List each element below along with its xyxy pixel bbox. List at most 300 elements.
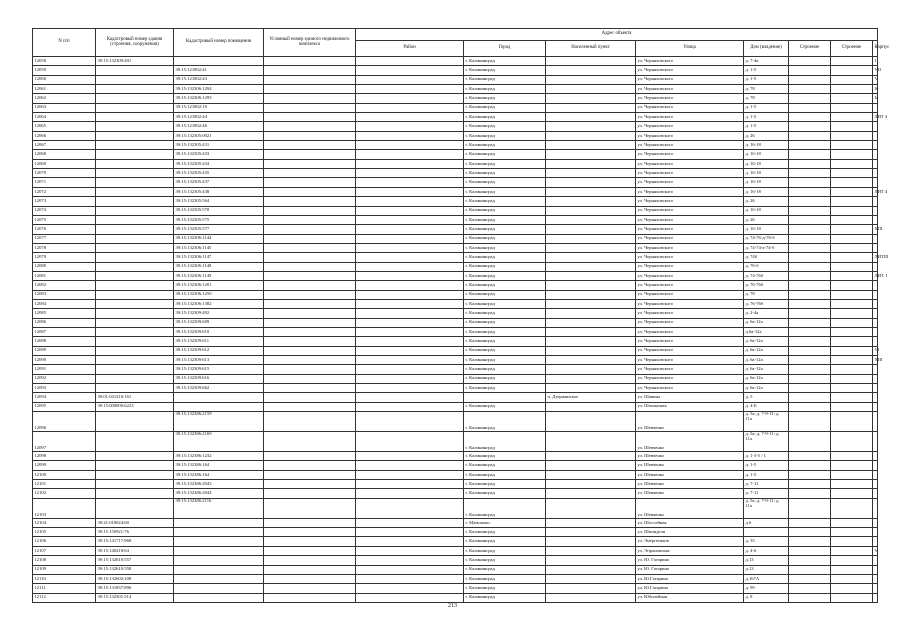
cell-premise-cadastral-number xyxy=(174,593,264,602)
cell-street: ул. Черняховского xyxy=(636,215,744,224)
cell-street: ул. Шавина xyxy=(636,393,744,402)
cell-settlement xyxy=(546,281,636,290)
cell-house: д. 26 xyxy=(744,197,789,206)
cell-korpus xyxy=(873,518,878,527)
cell-district xyxy=(356,215,464,224)
cell-house: д. 1-5 xyxy=(744,103,789,112)
cell-street: ул. Шоссейная xyxy=(636,518,744,527)
cell-district xyxy=(356,356,464,365)
cell-row-number: 12108 xyxy=(33,556,96,565)
cell-complex-number xyxy=(264,309,356,318)
cell-row-number: 12093 xyxy=(33,384,96,393)
cell-corpus xyxy=(789,57,831,66)
cell-building-cadastral-number xyxy=(96,498,174,518)
cell-structure xyxy=(831,290,873,299)
cell-premise-cadastral-number xyxy=(174,556,264,565)
cell-building-cadastral-number xyxy=(96,452,174,461)
cell-city: г. Калининград xyxy=(464,187,546,196)
cell-building-cadastral-number xyxy=(96,412,174,432)
table-row xyxy=(33,299,878,308)
cell-structure xyxy=(831,253,873,262)
cell-premise-cadastral-number: 39:15:121802:46 xyxy=(174,122,264,131)
cell-corpus xyxy=(789,356,831,365)
cell-korpus: VI xyxy=(873,346,878,355)
cell-building-cadastral-number xyxy=(96,85,174,94)
cell-structure xyxy=(831,480,873,489)
cell-row-number: 12061 xyxy=(33,85,96,94)
cell-house: д. 16-18 xyxy=(744,141,789,150)
cell-corpus xyxy=(789,470,831,479)
cell-settlement xyxy=(546,262,636,271)
cell-building-cadastral-number xyxy=(96,432,174,452)
cell-city: г. Калининград xyxy=(464,374,546,383)
cell-row-number: 12060 xyxy=(33,75,96,84)
cell-district xyxy=(356,384,464,393)
cell-complex-number xyxy=(264,461,356,470)
cell-city: г. Калининград xyxy=(464,565,546,574)
cell-complex-number xyxy=(264,574,356,583)
cell-row-number: 12074 xyxy=(33,206,96,215)
cell-settlement xyxy=(546,584,636,593)
cell-district xyxy=(356,85,464,94)
cell-structure xyxy=(831,234,873,243)
cell-street: ул. Черняховского xyxy=(636,309,744,318)
cell-building-cadastral-number xyxy=(96,262,174,271)
cell-premise-cadastral-number xyxy=(174,574,264,583)
cell-house: д. 1-5 xyxy=(744,113,789,122)
cell-settlement xyxy=(546,66,636,75)
cell-complex-number xyxy=(264,75,356,84)
cell-settlement xyxy=(546,131,636,140)
cell-city: г. Калининград xyxy=(464,85,546,94)
cell-structure xyxy=(831,131,873,140)
cell-premise-cadastral-number: 39:15:121802:44 xyxy=(174,113,264,122)
cell-city: г. Калининград xyxy=(464,178,546,187)
cell-city: г. Калининград xyxy=(464,243,546,252)
cell-structure xyxy=(831,281,873,290)
cell-city: г. Калининград xyxy=(464,432,546,452)
table-row xyxy=(33,452,878,461)
cell-premise-cadastral-number: 39:15:132306:1144 xyxy=(174,234,264,243)
cell-house: д. 1-5 xyxy=(744,470,789,479)
table-row xyxy=(33,384,878,393)
cell-city: г. Калининград xyxy=(464,299,546,308)
cell-city: г. Калининград xyxy=(464,271,546,280)
table-row xyxy=(33,374,878,383)
cell-street: ул. Черняховского xyxy=(636,337,744,346)
cell-korpus xyxy=(873,281,878,290)
cell-building-cadastral-number xyxy=(96,66,174,75)
cell-city: г. Калининград xyxy=(464,141,546,150)
cell-row-number: 12076 xyxy=(33,225,96,234)
cell-korpus: ЛИТ. I xyxy=(873,271,878,280)
header-address-group: Адрес объекта xyxy=(356,29,878,41)
cell-complex-number xyxy=(264,537,356,546)
cell-structure xyxy=(831,66,873,75)
cell-corpus xyxy=(789,461,831,470)
cell-complex-number xyxy=(264,470,356,479)
cell-corpus xyxy=(789,556,831,565)
cell-row-number: 12090 xyxy=(33,356,96,365)
table-row xyxy=(33,537,878,546)
cell-street: ул. Черняховского xyxy=(636,141,744,150)
cell-house: д. 5а; д. 7-9-11; д. 11а xyxy=(744,412,789,432)
cell-korpus xyxy=(873,337,878,346)
cell-settlement xyxy=(546,574,636,583)
cell-row-number: 12111 xyxy=(33,584,96,593)
cell-corpus xyxy=(789,518,831,527)
cell-corpus xyxy=(789,150,831,159)
cell-structure xyxy=(831,337,873,346)
cell-korpus xyxy=(873,150,878,159)
cell-corpus xyxy=(789,489,831,498)
cell-structure xyxy=(831,384,873,393)
cell-korpus xyxy=(873,131,878,140)
cell-korpus: VII xyxy=(873,66,878,75)
cell-house: д. 16-18 xyxy=(744,178,789,187)
table-row xyxy=(33,290,878,299)
cell-korpus: I xyxy=(873,57,878,66)
cell-complex-number xyxy=(264,159,356,168)
cell-district xyxy=(356,131,464,140)
cell-corpus xyxy=(789,393,831,402)
cell-corpus xyxy=(789,574,831,583)
cell-house: д. 1-5 xyxy=(744,66,789,75)
cell-structure xyxy=(831,169,873,178)
cell-korpus xyxy=(873,432,878,452)
cell-structure xyxy=(831,593,873,602)
cell-complex-number xyxy=(264,85,356,94)
table-row xyxy=(33,365,878,374)
cell-complex-number xyxy=(264,215,356,224)
cell-korpus xyxy=(873,565,878,574)
cell-building-cadastral-number xyxy=(96,337,174,346)
cell-city: г. Калининград xyxy=(464,537,546,546)
cell-corpus xyxy=(789,498,831,518)
cell-complex-number xyxy=(264,556,356,565)
cell-street: ул. Шпинделя xyxy=(636,528,744,537)
cell-street: ул. Ю.Гагарина xyxy=(636,584,744,593)
cell-house: д. 2-4а xyxy=(744,309,789,318)
cell-corpus xyxy=(789,346,831,355)
cell-district xyxy=(356,103,464,112)
cell-building-cadastral-number xyxy=(96,150,174,159)
cell-street: ул. Шевченко xyxy=(636,480,744,489)
cell-premise-cadastral-number: 39:15:132309:492 xyxy=(174,309,264,318)
cell-city: г. Калининград xyxy=(464,253,546,262)
cell-city: г. Калининград xyxy=(464,365,546,374)
cell-premise-cadastral-number: 39:15:132306:1295 xyxy=(174,94,264,103)
cell-row-number: 12073 xyxy=(33,197,96,206)
cell-korpus: ЛИТ 4 xyxy=(873,187,878,196)
cell-structure xyxy=(831,346,873,355)
cell-korpus xyxy=(873,584,878,593)
cell-street: ул. Черняховского xyxy=(636,281,744,290)
table-row xyxy=(33,412,878,432)
cell-district xyxy=(356,452,464,461)
table-row xyxy=(33,197,878,206)
cell-house: д. 7-4а xyxy=(744,57,789,66)
cell-complex-number xyxy=(264,480,356,489)
cell-house: д. 26 xyxy=(744,131,789,140)
cell-settlement xyxy=(546,122,636,131)
cell-corpus xyxy=(789,234,831,243)
cell-city: г. Калининград xyxy=(464,356,546,365)
table-row xyxy=(33,243,878,252)
cell-street: ул. Черняховского xyxy=(636,85,744,94)
cell-corpus xyxy=(789,593,831,602)
cell-house: д. 26 xyxy=(744,215,789,224)
cell-district xyxy=(356,374,464,383)
cell-structure xyxy=(831,402,873,411)
cell-premise-cadastral-number: 39:15:132306:1250 xyxy=(174,290,264,299)
cell-city: г. Калининград xyxy=(464,234,546,243)
cell-district xyxy=(356,337,464,346)
cell-row-number: 12077 xyxy=(33,234,96,243)
cell-korpus xyxy=(873,452,878,461)
cell-corpus xyxy=(789,243,831,252)
table-row xyxy=(33,150,878,159)
cell-structure xyxy=(831,528,873,537)
cell-row-number: 12103 xyxy=(33,498,96,518)
cell-city: г. Калининград xyxy=(464,262,546,271)
cell-street: ул. Черняховского xyxy=(636,290,744,299)
cell-complex-number xyxy=(264,206,356,215)
cell-row-number: 12092 xyxy=(33,374,96,383)
cell-street: ул. Черняховского xyxy=(636,187,744,196)
cell-settlement xyxy=(546,113,636,122)
cell-row-number: 12110 xyxy=(33,574,96,583)
cell-premise-cadastral-number xyxy=(174,584,264,593)
cell-settlement xyxy=(546,290,636,299)
cell-structure xyxy=(831,206,873,215)
cell-settlement xyxy=(546,94,636,103)
cell-city: г. Калининград xyxy=(464,169,546,178)
cell-building-cadastral-number xyxy=(96,113,174,122)
cell-district xyxy=(356,225,464,234)
cell-corpus xyxy=(789,85,831,94)
cell-row-number: 12104 xyxy=(33,518,96,527)
cell-corpus xyxy=(789,159,831,168)
cell-settlement xyxy=(546,374,636,383)
cell-building-cadastral-number xyxy=(96,374,174,383)
cell-city: г. Калининград xyxy=(464,150,546,159)
cell-house: д. 7-11 xyxy=(744,480,789,489)
cell-premise-cadastral-number: 39:15:132386:2043 xyxy=(174,480,264,489)
table-row xyxy=(33,518,878,527)
cell-city: г. Калининград xyxy=(464,412,546,432)
header-num: N п/п xyxy=(33,29,96,57)
cell-structure xyxy=(831,75,873,84)
cell-premise-cadastral-number: 39:15:132305:577 xyxy=(174,225,264,234)
cell-complex-number xyxy=(264,384,356,393)
cell-premise-cadastral-number: 39:15:132306:1149 xyxy=(174,271,264,280)
cell-korpus xyxy=(873,461,878,470)
cell-corpus xyxy=(789,452,831,461)
cell-complex-number xyxy=(264,253,356,262)
cell-street: ул. Черняховского xyxy=(636,75,744,84)
cell-building-cadastral-number xyxy=(96,178,174,187)
cell-corpus xyxy=(789,187,831,196)
cell-premise-cadastral-number: 39:15:132305:433 xyxy=(174,150,264,159)
cell-korpus xyxy=(873,141,878,150)
cell-city: г. Калининград xyxy=(464,215,546,224)
cell-corpus xyxy=(789,402,831,411)
cell-district xyxy=(356,178,464,187)
cell-row-number: 12065 xyxy=(33,122,96,131)
table-row xyxy=(33,470,878,479)
cell-building-cadastral-number xyxy=(96,159,174,168)
cell-structure xyxy=(831,365,873,374)
cell-settlement xyxy=(546,225,636,234)
cell-district xyxy=(356,94,464,103)
cell-building-cadastral-number: 39:15:132501:514 xyxy=(96,593,174,602)
cell-structure xyxy=(831,318,873,327)
cell-corpus xyxy=(789,262,831,271)
cell-corpus xyxy=(789,537,831,546)
cell-structure xyxy=(831,393,873,402)
cell-corpus xyxy=(789,169,831,178)
cell-district xyxy=(356,584,464,593)
table-row xyxy=(33,225,878,234)
cell-house: д. 74-74-а-74-б xyxy=(744,243,789,252)
cell-city: г. Калининград xyxy=(464,556,546,565)
cell-corpus xyxy=(789,384,831,393)
cell-row-number: 12075 xyxy=(33,215,96,224)
cell-korpus xyxy=(873,206,878,215)
cell-settlement xyxy=(546,178,636,187)
cell-row-number: 12109 xyxy=(33,565,96,574)
table-row xyxy=(33,528,878,537)
cell-premise-cadastral-number: 39:15:132386:2044 xyxy=(174,489,264,498)
cell-city: г. Калининград xyxy=(464,327,546,336)
cell-complex-number xyxy=(264,356,356,365)
cell-street: ул. Шахматная xyxy=(636,402,744,411)
cell-structure xyxy=(831,452,873,461)
cell-district xyxy=(356,432,464,452)
cell-corpus xyxy=(789,178,831,187)
cell-complex-number xyxy=(264,187,356,196)
cell-row-number: 12067 xyxy=(33,141,96,150)
cell-house: д. 6а-12а xyxy=(744,337,789,346)
cell-house: д. 5а; д. 7-9-11; д. 11а xyxy=(744,432,789,452)
cell-structure xyxy=(831,584,873,593)
page-number: 213 xyxy=(448,603,457,609)
cell-settlement xyxy=(546,187,636,196)
cell-district xyxy=(356,197,464,206)
table-row xyxy=(33,262,878,271)
cell-corpus xyxy=(789,480,831,489)
cell-settlement xyxy=(546,452,636,461)
cell-building-cadastral-number: 39:01:041210:161 xyxy=(96,393,174,402)
cell-complex-number xyxy=(264,141,356,150)
cell-corpus xyxy=(789,225,831,234)
table-row xyxy=(33,489,878,498)
cell-settlement xyxy=(546,309,636,318)
cell-building-cadastral-number xyxy=(96,271,174,280)
cell-city: г. Калининград xyxy=(464,159,546,168)
cell-premise-cadastral-number: 39:15:132309:613 xyxy=(174,356,264,365)
cell-street: ул. Черняховского xyxy=(636,271,744,280)
cell-row-number: 12083 xyxy=(33,290,96,299)
cell-structure xyxy=(831,356,873,365)
cell-corpus xyxy=(789,122,831,131)
cell-corpus xyxy=(789,94,831,103)
cell-corpus xyxy=(789,103,831,112)
table-row xyxy=(33,187,878,196)
table-row xyxy=(33,215,878,224)
cell-complex-number xyxy=(264,327,356,336)
cell-corpus xyxy=(789,215,831,224)
cell-premise-cadastral-number: 39:15:132305:434 xyxy=(174,159,264,168)
cell-street: ул. Черняховского xyxy=(636,150,744,159)
cell-district xyxy=(356,365,464,374)
cell-korpus xyxy=(873,593,878,602)
cell-settlement xyxy=(546,234,636,243)
cell-street: ул. Черняховского xyxy=(636,253,744,262)
cell-building-cadastral-number: 39:21:010024:60 xyxy=(96,518,174,527)
table-row xyxy=(33,461,878,470)
cell-city: г. Калининград xyxy=(464,546,546,555)
cell-settlement xyxy=(546,141,636,150)
cell-city: г. Калининград xyxy=(464,94,546,103)
cell-korpus: XIII xyxy=(873,356,878,365)
cell-complex-number xyxy=(264,243,356,252)
cell-building-cadastral-number: 39:15:132309:491 xyxy=(96,57,174,66)
cell-district xyxy=(356,243,464,252)
cell-complex-number xyxy=(264,432,356,452)
cell-street: ул. Черняховского xyxy=(636,384,744,393)
cell-corpus xyxy=(789,281,831,290)
cell-street: ул. Черняховского xyxy=(636,356,744,365)
cell-premise-cadastral-number: 39:15:132309:662 xyxy=(174,384,264,393)
cell-street: ул. Черняховского xyxy=(636,206,744,215)
cell-settlement xyxy=(546,299,636,308)
cell-premise-cadastral-number xyxy=(174,528,264,537)
cell-settlement xyxy=(546,75,636,84)
cell-row-number: 12105 xyxy=(33,528,96,537)
cell-district xyxy=(356,518,464,527)
cell-complex-number xyxy=(264,178,356,187)
table-row xyxy=(33,498,878,518)
cell-city: г. Калининград xyxy=(464,122,546,131)
cell-city: г. Калининград xyxy=(464,384,546,393)
cell-premise-cadastral-number: 39:15:132386:2116 xyxy=(174,498,264,518)
cell-complex-number xyxy=(264,584,356,593)
cell-district xyxy=(356,565,464,574)
cell-korpus: Iа xyxy=(873,94,878,103)
cell-complex-number xyxy=(264,402,356,411)
cell-structure xyxy=(831,299,873,308)
cell-complex-number xyxy=(264,225,356,234)
cell-street: ул. Шевченко xyxy=(636,432,744,452)
cell-premise-cadastral-number: 39:15:132305:435 xyxy=(174,169,264,178)
cell-corpus xyxy=(789,253,831,262)
cell-street: ул. Черняховского xyxy=(636,299,744,308)
cell-row-number: 12072 xyxy=(33,187,96,196)
cell-city: г. Калининград xyxy=(464,309,546,318)
cell-corpus xyxy=(789,113,831,122)
cell-korpus xyxy=(873,470,878,479)
cell-korpus xyxy=(873,243,878,252)
cell-complex-number xyxy=(264,103,356,112)
cell-korpus xyxy=(873,299,878,308)
cell-settlement xyxy=(546,169,636,178)
cell-city: г. Калининград xyxy=(464,470,546,479)
cell-row-number: 12094 xyxy=(33,393,96,402)
cell-city: г. Калининград xyxy=(464,206,546,215)
cell-premise-cadastral-number: 39:15:132306:1382 xyxy=(174,299,264,308)
